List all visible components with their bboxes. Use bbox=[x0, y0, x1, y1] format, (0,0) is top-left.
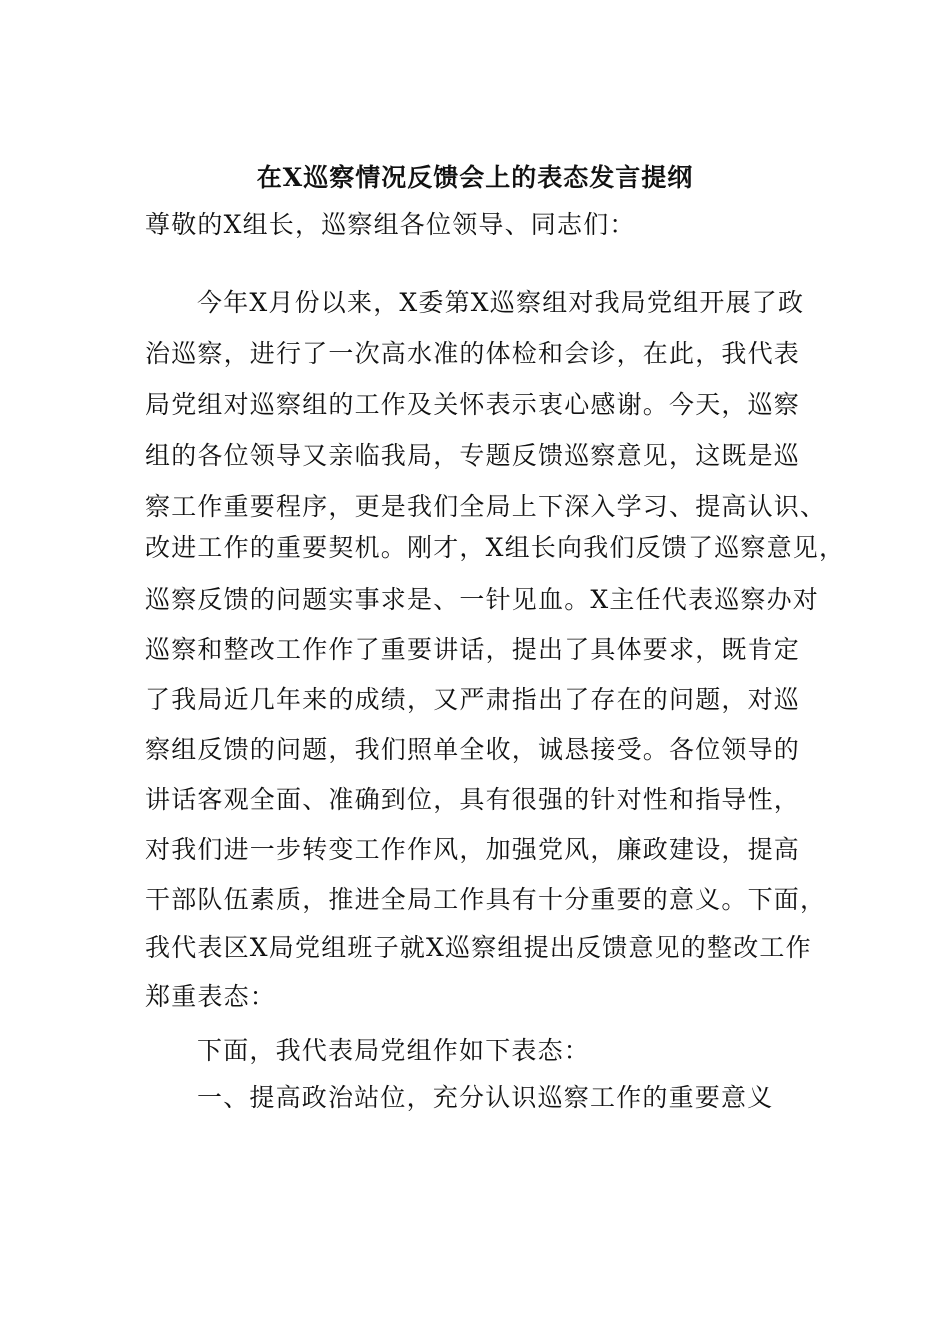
paragraph1-line: 对我们进一步转变工作作风，加强党风，廉政建设，提高 bbox=[145, 835, 801, 864]
paragraph1-line: 改进工作的重要契机。刚才，X组长向我们反馈了巡察意见， bbox=[145, 533, 846, 562]
paragraph1-line: 郑重表态： bbox=[145, 982, 277, 1011]
paragraph1-line: 讲话客观全面、准确到位，具有很强的针对性和指导性， bbox=[145, 785, 801, 814]
salutation: 尊敬的X组长，巡察组各位领导、同志们： bbox=[145, 210, 636, 239]
paragraph1-line: 组的各位领导又亲临我局，专题反馈巡察意见，这既是巡 bbox=[145, 441, 801, 470]
paragraph1-line: 局党组对巡察组的工作及关怀表示衷心感谢。今天，巡察 bbox=[145, 390, 801, 419]
paragraph1-line: 巡察和整改工作作了重要讲话，提出了具体要求，既肯定 bbox=[145, 635, 801, 664]
paragraph2: 下面，我代表局党组作如下表态： bbox=[197, 1036, 591, 1065]
paragraph1-line: 治巡察，进行了一次高水准的体检和会诊，在此，我代表 bbox=[145, 339, 801, 368]
section-heading-1: 一、提高政治站位，充分认识巡察工作的重要意义 bbox=[197, 1083, 774, 1112]
paragraph1-line: 察组反馈的问题，我们照单全收，诚恳接受。各位领导的 bbox=[145, 735, 801, 764]
paragraph1-line: 今年X月份以来，X委第X巡察组对我局党组开展了政 bbox=[197, 288, 805, 317]
paragraph1-line: 干部队伍素质，推进全局工作具有十分重要的意义。下面， bbox=[145, 885, 827, 914]
paragraph1-line: 了我局近几年来的成绩，又严肃指出了存在的问题，对巡 bbox=[145, 685, 801, 714]
paragraph1-line: 我代表区X局党组班子就X巡察组提出反馈意见的整改工作 bbox=[145, 933, 812, 962]
paragraph1-line: 察工作重要程序，更是我们全局上下深入学习、提高认识、 bbox=[145, 492, 827, 521]
document-title: 在X巡察情况反馈会上的表态发言提纲 bbox=[256, 163, 694, 192]
paragraph1-line: 巡察反馈的问题实事求是、一针见血。X主任代表巡察办对 bbox=[145, 585, 820, 614]
